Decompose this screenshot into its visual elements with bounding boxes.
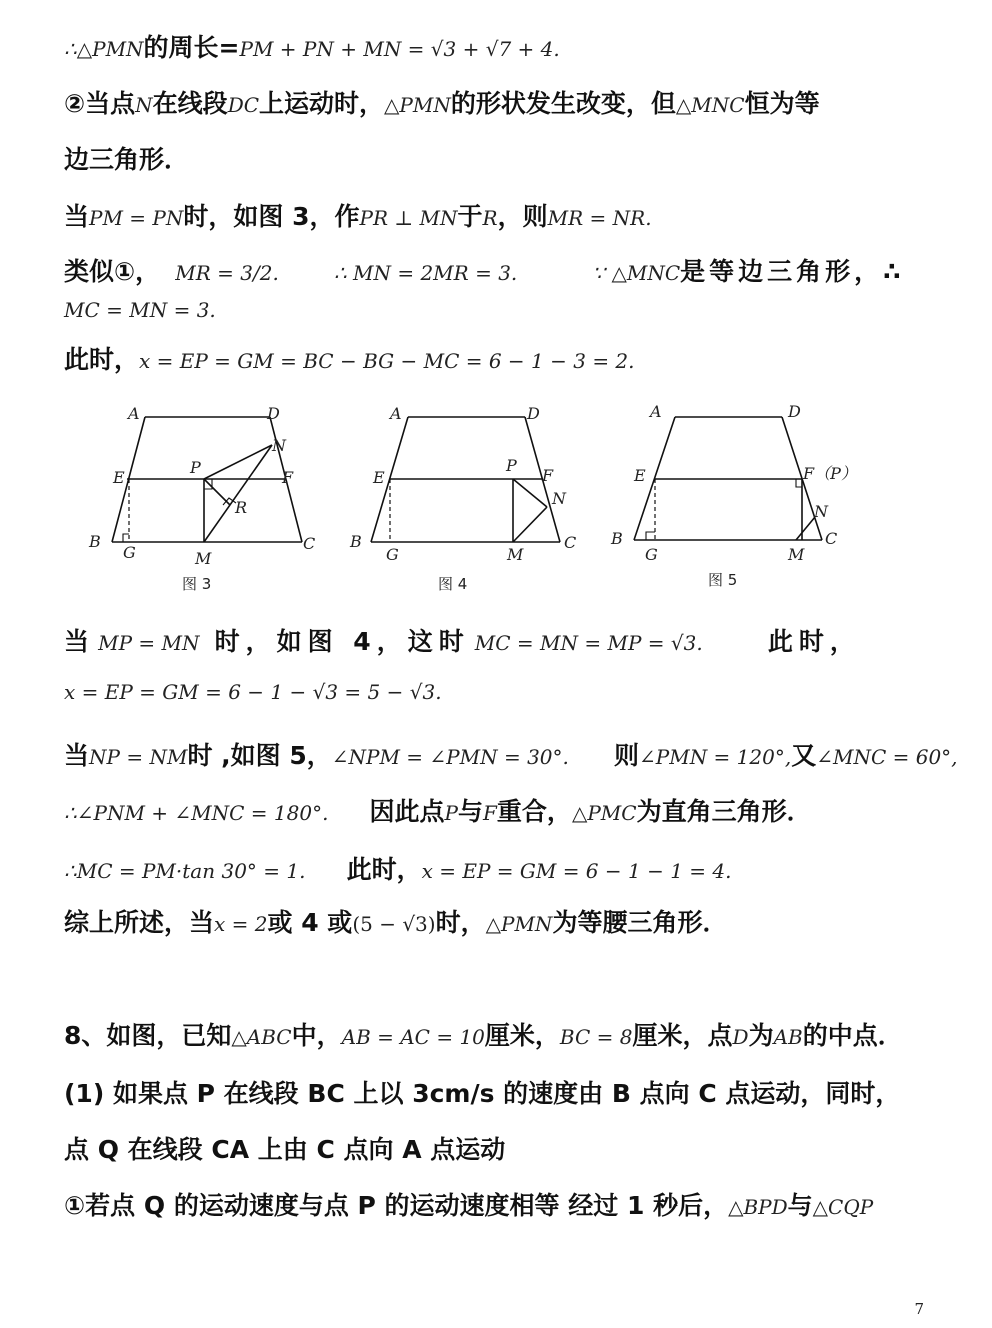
text: 的中点． bbox=[802, 1021, 903, 1050]
text: 的形状发生改变，但 bbox=[450, 89, 676, 118]
label-A: A bbox=[128, 404, 140, 423]
label-M: M bbox=[788, 545, 805, 564]
math: △CQP bbox=[812, 1195, 874, 1219]
label-C: C bbox=[825, 529, 838, 548]
math: x = EP = GM = 6 − 1 − √3 = 5 − √3. bbox=[64, 680, 442, 704]
math: F bbox=[483, 801, 497, 825]
math: NP = NM bbox=[89, 745, 188, 769]
text: 是等边三角形，∴ bbox=[680, 257, 905, 286]
text: 为等腰三角形． bbox=[552, 908, 728, 937]
text-line-8 bbox=[64, 622, 861, 658]
math: PM = PN bbox=[89, 206, 184, 230]
label-N: N bbox=[272, 436, 286, 455]
math: D bbox=[732, 1025, 749, 1049]
math: DC bbox=[227, 93, 260, 117]
label-D: D bbox=[788, 402, 801, 421]
label-F: F（P） bbox=[803, 464, 857, 483]
figure-4 bbox=[338, 395, 588, 599]
text: 此时， bbox=[346, 855, 422, 884]
label-B: B bbox=[611, 529, 623, 548]
text-line-2 bbox=[64, 84, 820, 120]
text: ，则 bbox=[497, 202, 548, 231]
text: 厘米，点 bbox=[632, 1021, 733, 1050]
math: N bbox=[135, 93, 153, 117]
text-line-4 bbox=[64, 197, 652, 233]
text-line-1 bbox=[64, 28, 560, 64]
math: △PMN bbox=[485, 912, 553, 936]
text: 8、如图，已知 bbox=[64, 1021, 232, 1050]
label-F: F bbox=[282, 468, 294, 487]
text: 时，如图 4，这时 bbox=[214, 627, 470, 656]
text-line-14 bbox=[64, 1016, 903, 1052]
label-P: P bbox=[190, 458, 201, 477]
text: 时，如图 3，作 bbox=[183, 202, 360, 231]
figure-3 bbox=[80, 395, 330, 599]
text-line-16 bbox=[64, 1130, 505, 1166]
text-line-15 bbox=[64, 1074, 900, 1110]
figure-caption: 图 5 bbox=[708, 571, 738, 589]
math: (5 − √3) bbox=[352, 912, 436, 936]
text: (1) 如果点 P 在线段 BC 上以 3cm/s 的速度由 B 点向 C 点运动，同时， bbox=[64, 1079, 901, 1108]
text: 当 bbox=[64, 741, 90, 770]
math: △PMN bbox=[384, 93, 451, 117]
label-G: G bbox=[123, 543, 136, 562]
figure-caption: 图 4 bbox=[438, 575, 468, 593]
text: 点 Q 在线段 CA 上由 C 点向 A 点运动 bbox=[64, 1135, 506, 1164]
text: 上运动时， bbox=[259, 89, 385, 118]
math: △ABC bbox=[231, 1025, 292, 1049]
text-line-12 bbox=[64, 850, 731, 886]
text: 又 bbox=[791, 741, 817, 770]
text: 时 ,如图 5， bbox=[187, 741, 332, 770]
label-A: A bbox=[650, 402, 662, 421]
text: 重合， bbox=[496, 797, 572, 826]
text: 厘米， bbox=[484, 1021, 560, 1050]
text: 与 bbox=[787, 1191, 813, 1220]
math: AB bbox=[773, 1025, 803, 1049]
math: R bbox=[482, 206, 498, 230]
text: 于 bbox=[457, 202, 483, 231]
text: 此时， bbox=[767, 627, 861, 656]
math: PM + PN + MN = √3 + √7 + 4. bbox=[239, 37, 560, 61]
label-E: E bbox=[113, 468, 125, 487]
text: 的周长= bbox=[143, 33, 240, 62]
text: 中， bbox=[291, 1021, 342, 1050]
math: x = EP = GM = BC − BG − MC = 6 − 1 − 3 = 2. bbox=[139, 349, 635, 373]
text: 为 bbox=[748, 1021, 774, 1050]
text-line-6 bbox=[64, 298, 216, 322]
label-E: E bbox=[373, 468, 385, 487]
label-F: F bbox=[542, 466, 554, 485]
text-line-5 bbox=[64, 252, 905, 288]
label-A: A bbox=[390, 404, 402, 423]
math: BC = 8 bbox=[559, 1025, 633, 1049]
math: ∵ △MNC bbox=[592, 261, 681, 285]
text-line-11 bbox=[64, 792, 812, 828]
label-R: R bbox=[235, 498, 248, 517]
label-B: B bbox=[350, 532, 362, 551]
label-D: D bbox=[527, 404, 540, 423]
math: MR = NR. bbox=[547, 206, 652, 230]
label-G: G bbox=[645, 545, 658, 564]
text: 与 bbox=[458, 797, 484, 826]
math: ∠NPM = ∠PMN = 30°. bbox=[331, 745, 569, 769]
text: 类似①， bbox=[64, 257, 161, 286]
text-line-9 bbox=[64, 680, 442, 704]
text: 此时， bbox=[64, 345, 140, 374]
label-P: P bbox=[506, 456, 517, 475]
text: ①若点 Q 的运动速度与点 P 的运动速度相等 经过 1 秒后， bbox=[64, 1191, 729, 1220]
math: △BPD bbox=[728, 1195, 788, 1219]
label-M: M bbox=[195, 549, 212, 568]
math: AB = AC = 10 bbox=[341, 1025, 485, 1049]
label-D: D bbox=[267, 404, 280, 423]
text: 则 bbox=[613, 741, 639, 770]
math: PR ⊥ MN bbox=[359, 206, 458, 230]
label-G: G bbox=[386, 545, 399, 564]
text: 当 bbox=[64, 202, 90, 231]
math: ∴MC = PM·tan 30° = 1. bbox=[64, 859, 306, 883]
text: 或 4 或 bbox=[267, 908, 353, 937]
text: 在线段 bbox=[152, 89, 228, 118]
label-C: C bbox=[303, 534, 316, 553]
text: 为直角三角形． bbox=[636, 797, 812, 826]
label-E: E bbox=[634, 466, 646, 485]
math: x = 2 bbox=[214, 912, 268, 936]
text: 边三角形． bbox=[64, 145, 190, 174]
math: ∴∠PNM + ∠MNC = 180°. bbox=[64, 801, 329, 825]
math: △MNC bbox=[675, 93, 745, 117]
text-line-10 bbox=[64, 736, 958, 772]
text: 恒为等 bbox=[744, 89, 820, 118]
math: ∴ MN = 2MR = 3. bbox=[333, 261, 518, 285]
text-line-13 bbox=[64, 903, 727, 939]
text: 综上所述，当 bbox=[64, 908, 215, 937]
math: MP = MN bbox=[98, 631, 200, 655]
text: ②当点 bbox=[64, 89, 136, 118]
math: MC = MN = 3. bbox=[64, 298, 216, 322]
label-C: C bbox=[564, 533, 577, 552]
text: 当 bbox=[64, 627, 94, 656]
label-M: M bbox=[507, 545, 524, 564]
math: P bbox=[444, 801, 459, 825]
math: ∠MNC = 60°, bbox=[816, 745, 958, 769]
math: △PMC bbox=[571, 801, 637, 825]
text: 因此点 bbox=[369, 797, 445, 826]
label-N: N bbox=[552, 489, 566, 508]
label-N: N bbox=[814, 502, 828, 521]
figure-caption: 图 3 bbox=[182, 575, 212, 593]
math: MC = MN = MP = √3. bbox=[474, 631, 703, 655]
page-number: 7 bbox=[914, 1300, 924, 1318]
text-line-7 bbox=[64, 340, 635, 376]
math: ∠PMN = 120°, bbox=[639, 745, 792, 769]
label-B: B bbox=[89, 532, 101, 551]
math: x = EP = GM = 6 − 1 − 1 = 4. bbox=[421, 859, 732, 883]
math: MR = 3/2. bbox=[175, 261, 279, 285]
figure-5 bbox=[600, 395, 870, 599]
text-line-3 bbox=[64, 140, 189, 176]
text: 时， bbox=[435, 908, 486, 937]
text-line-17 bbox=[64, 1186, 873, 1222]
math: ∴△PMN bbox=[64, 37, 144, 61]
